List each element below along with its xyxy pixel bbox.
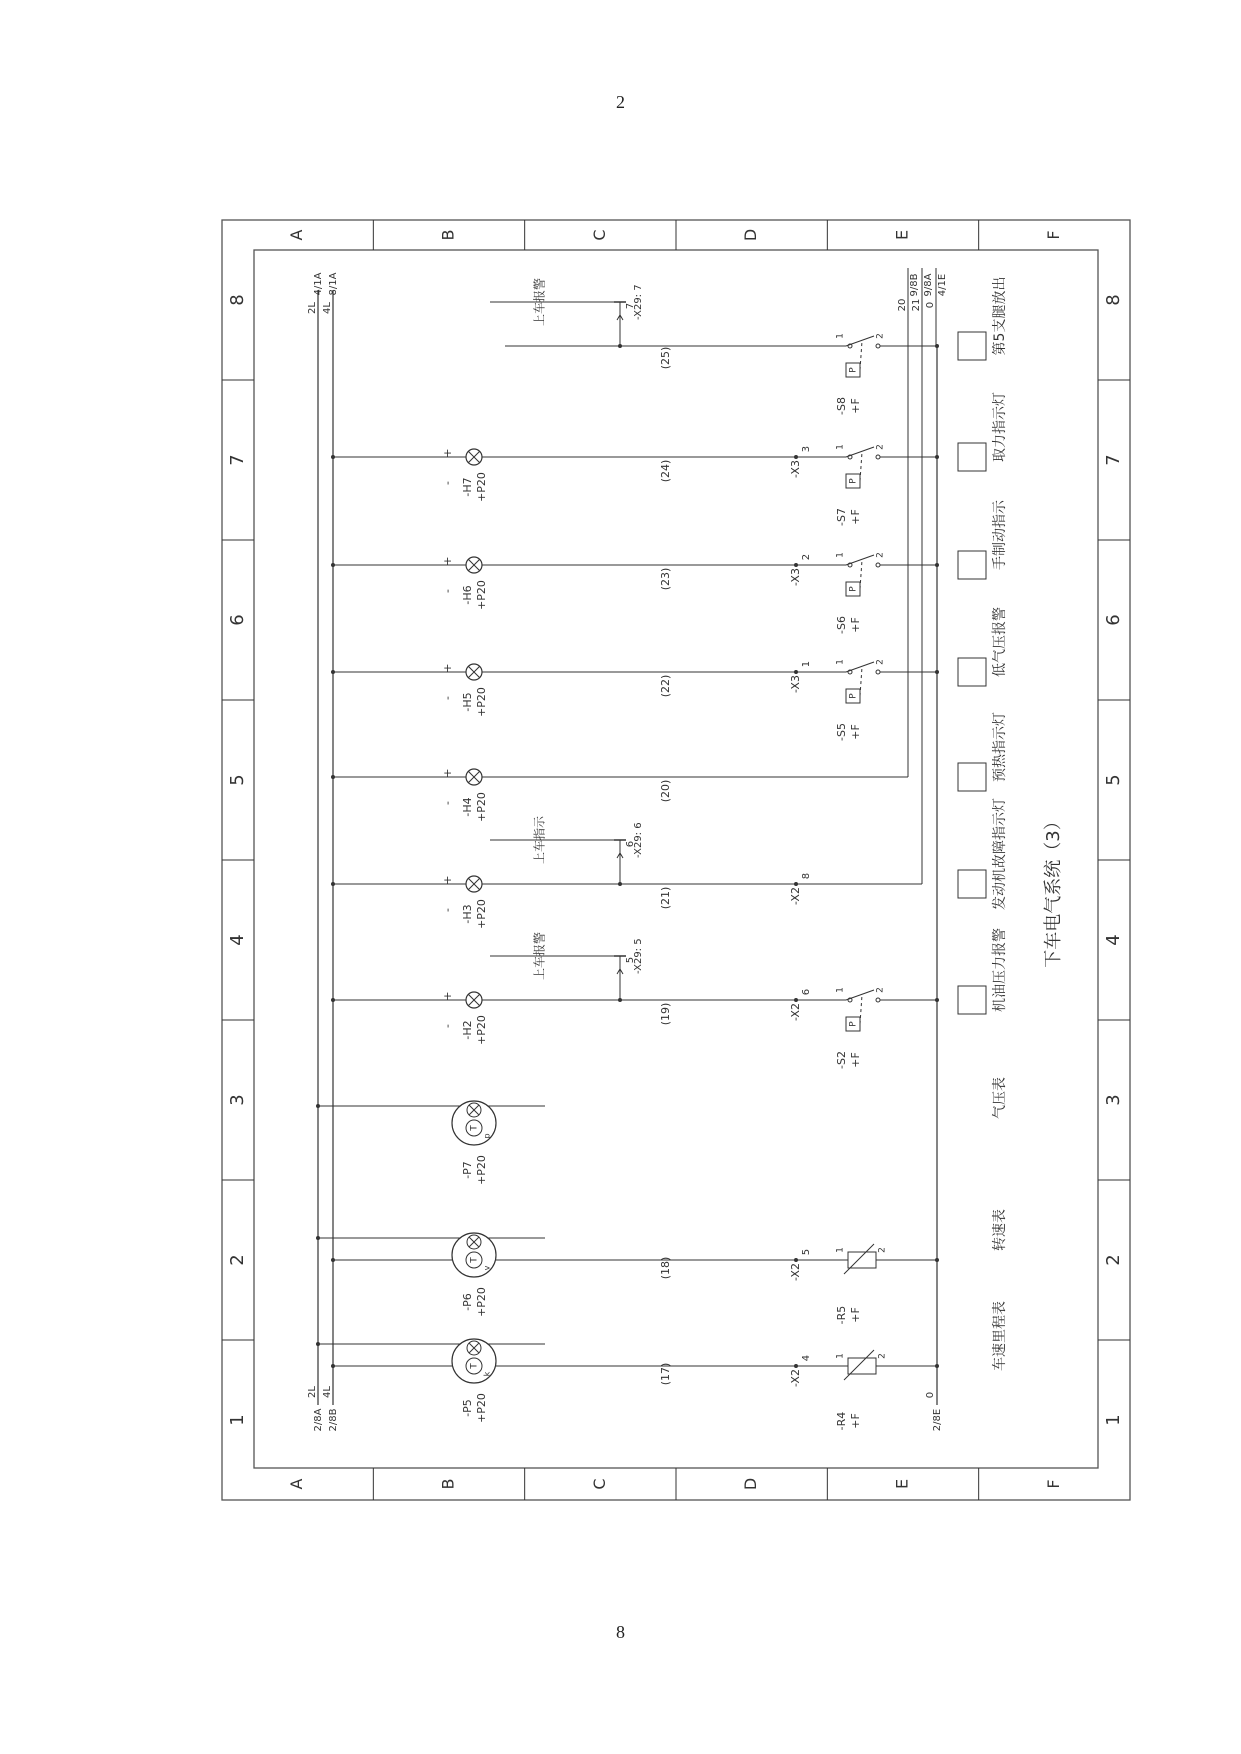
junction-dot bbox=[794, 1364, 798, 1368]
circuit-diagram bbox=[307, 268, 1008, 1431]
sensor-location: +F bbox=[849, 1307, 862, 1323]
device-label: -H5 bbox=[461, 692, 474, 712]
indicator-symbol-box bbox=[958, 443, 986, 471]
plus-sign: + bbox=[441, 448, 454, 458]
junction-dot bbox=[618, 998, 622, 1002]
indicator-label: 低气压报警 bbox=[992, 607, 1008, 677]
page-number-bottom: 8 bbox=[616, 1622, 625, 1642]
junction-dot bbox=[794, 670, 798, 674]
junction-dot bbox=[794, 1258, 798, 1262]
row-label-right: 7 bbox=[1103, 454, 1124, 466]
pressure-switch-letter: P bbox=[848, 693, 859, 699]
indicator-symbol-box bbox=[958, 658, 986, 686]
indicator-symbol-box bbox=[958, 551, 986, 579]
junction-dot bbox=[794, 563, 798, 567]
switch-label: -S6 bbox=[835, 616, 848, 634]
switch-location: +F bbox=[849, 1052, 862, 1068]
plus-sign: + bbox=[441, 663, 454, 673]
terminal-label: -X3 bbox=[789, 460, 802, 478]
row-label-left: 7 bbox=[227, 454, 248, 466]
row-label-right: 6 bbox=[1103, 614, 1124, 626]
junction-dot bbox=[316, 1236, 320, 1240]
pin-label: 1 bbox=[835, 1353, 846, 1359]
sensor-label: -R5 bbox=[835, 1305, 848, 1325]
row-label-right: 3 bbox=[1103, 1094, 1124, 1106]
indicator-label: 预热指示灯 bbox=[992, 712, 1008, 782]
circuit-number: (24) bbox=[659, 459, 672, 483]
xref-number: 0 bbox=[925, 301, 936, 309]
switch-blade bbox=[846, 447, 874, 457]
xref-number: 21 bbox=[911, 298, 922, 312]
sensor-label: -R4 bbox=[835, 1411, 848, 1431]
indicator-label: 车速里程表 bbox=[992, 1301, 1008, 1371]
ground-label: 0 bbox=[925, 1391, 936, 1399]
device-location: +P20 bbox=[475, 1155, 488, 1185]
switch-blade bbox=[846, 336, 874, 346]
bus-label: 2L bbox=[307, 302, 318, 314]
switch-label: -S2 bbox=[835, 1051, 848, 1069]
pin-label: 2 bbox=[875, 552, 886, 558]
junction-dot bbox=[316, 1342, 320, 1346]
plus-sign: + bbox=[441, 556, 454, 566]
junction-dot bbox=[331, 998, 335, 1002]
junction-dot bbox=[794, 998, 798, 1002]
junction-dot bbox=[331, 1258, 335, 1262]
terminal-label: -X2 bbox=[789, 1003, 802, 1021]
junction-dot bbox=[935, 563, 939, 567]
branch-text: 上车报警 bbox=[532, 277, 547, 327]
device-location: +P20 bbox=[475, 899, 488, 929]
pressure-switch-letter: P bbox=[848, 586, 859, 592]
row-label-left: 5 bbox=[227, 774, 248, 786]
column-label-bottom: B bbox=[438, 1478, 458, 1490]
bus-ref: 2/8A bbox=[313, 1408, 324, 1432]
circuit-number: (25) bbox=[659, 346, 672, 370]
minus-sign: - bbox=[441, 481, 454, 485]
junction-dot bbox=[935, 998, 939, 1002]
pin-label: 2 bbox=[877, 1247, 888, 1253]
switch-location: +F bbox=[849, 724, 862, 740]
row-label-left: 4 bbox=[227, 934, 248, 946]
device-label: -P5 bbox=[461, 1399, 474, 1417]
junction-dot bbox=[316, 1104, 320, 1108]
indicator-symbol-box bbox=[958, 870, 986, 898]
circuit-p5 bbox=[316, 1301, 1008, 1430]
connection-point bbox=[876, 455, 880, 459]
indicator-label: 气压表 bbox=[992, 1077, 1008, 1119]
circuit-h6 bbox=[331, 499, 1008, 634]
switch-location: +F bbox=[849, 509, 862, 525]
indicator-label: 手制动指示 bbox=[992, 500, 1008, 570]
bus-label: 2L bbox=[307, 1386, 318, 1398]
pin-label: 2 bbox=[875, 659, 886, 665]
branch-connector: -X29: 5 bbox=[633, 938, 644, 974]
switch-blade bbox=[846, 662, 874, 672]
connection-point bbox=[876, 563, 880, 567]
indicator-label: 转速表 bbox=[992, 1209, 1008, 1251]
circuit-h7 bbox=[331, 392, 1008, 526]
terminal-number: 2 bbox=[801, 553, 812, 561]
inner-frame bbox=[254, 250, 1098, 1468]
column-label-bottom: D bbox=[741, 1477, 761, 1491]
junction-dot bbox=[794, 882, 798, 886]
pin-label: 2 bbox=[875, 987, 886, 993]
pressure-switch-letter: P bbox=[848, 367, 859, 373]
junction-dot bbox=[935, 1364, 939, 1368]
xref-number: 20 bbox=[897, 298, 908, 312]
circuit-number: (22) bbox=[659, 674, 672, 698]
branch-pin: 6 bbox=[625, 840, 636, 848]
terminal-label: -X2 bbox=[789, 1263, 802, 1281]
pin-label: 2 bbox=[877, 1353, 888, 1359]
minus-sign: - bbox=[441, 908, 454, 912]
column-label-bottom: A bbox=[287, 1478, 307, 1490]
branch-pin: 7 bbox=[625, 302, 636, 310]
plus-sign: + bbox=[441, 875, 454, 885]
junction-dot bbox=[935, 1258, 939, 1262]
terminal-number: 6 bbox=[801, 988, 812, 996]
minus-sign: - bbox=[441, 696, 454, 700]
terminal-label: -X2 bbox=[789, 1369, 802, 1387]
bus-ref: 2/8B bbox=[328, 1408, 339, 1432]
junction-dot bbox=[331, 882, 335, 886]
junction-dot bbox=[331, 670, 335, 674]
device-label: -P6 bbox=[461, 1293, 474, 1311]
switch-location: +F bbox=[849, 398, 862, 414]
junction-dot bbox=[331, 1364, 335, 1368]
device-location: +P20 bbox=[475, 1287, 488, 1317]
circuit-p7 bbox=[316, 1077, 1008, 1185]
bus-ref: 4/1A bbox=[313, 272, 324, 296]
switch-label: -S7 bbox=[835, 508, 848, 526]
junction-dot bbox=[935, 670, 939, 674]
terminal-label: -X3 bbox=[789, 675, 802, 693]
switch-label: -S5 bbox=[835, 723, 848, 741]
pin-label: 1 bbox=[835, 1247, 846, 1253]
xref: 9/8A bbox=[923, 273, 934, 297]
device-label: -H6 bbox=[461, 585, 474, 605]
connection-point bbox=[876, 344, 880, 348]
column-label-top: C bbox=[589, 229, 609, 241]
column-label-bottom: E bbox=[892, 1478, 912, 1490]
ground-ref: 2/8E bbox=[932, 1408, 943, 1432]
indicator-symbol-box bbox=[958, 332, 986, 360]
page-number-top: 2 bbox=[616, 92, 625, 112]
sheet-title: 下车电气系统（3） bbox=[1043, 812, 1064, 968]
device-label: -H2 bbox=[461, 1020, 474, 1040]
junction-dot bbox=[794, 455, 798, 459]
device-location: +P20 bbox=[475, 792, 488, 822]
device-location: +P20 bbox=[475, 580, 488, 610]
row-label-right: 1 bbox=[1103, 1414, 1124, 1426]
column-label-top: D bbox=[741, 228, 761, 242]
plus-sign: + bbox=[441, 991, 454, 1001]
indicator-label: 发动机故障指示灯 bbox=[992, 798, 1008, 910]
row-label-right: 8 bbox=[1103, 294, 1124, 306]
column-label-top: A bbox=[287, 229, 307, 241]
minus-sign: - bbox=[441, 801, 454, 805]
column-label-bottom: C bbox=[589, 1478, 609, 1490]
device-label: -P7 bbox=[461, 1161, 474, 1179]
column-label-bottom: F bbox=[1043, 1479, 1063, 1489]
switch-blade bbox=[846, 555, 874, 565]
row-label-left: 2 bbox=[227, 1254, 248, 1266]
xref: 9/8B bbox=[909, 273, 920, 297]
junction-dot bbox=[935, 455, 939, 459]
gauge-letter: v bbox=[482, 1265, 492, 1271]
pin-label: 1 bbox=[835, 444, 846, 450]
connection-point bbox=[876, 998, 880, 1002]
pressure-switch-letter: P bbox=[848, 478, 859, 484]
device-location: +P20 bbox=[475, 687, 488, 717]
plus-sign: + bbox=[441, 768, 454, 778]
terminal-number: 5 bbox=[801, 1248, 812, 1256]
gauge-letter: k bbox=[482, 1371, 492, 1377]
indicator-symbol-box bbox=[958, 763, 986, 791]
minus-sign: - bbox=[441, 589, 454, 593]
terminal-number: 3 bbox=[801, 445, 812, 453]
indicator-symbol-box bbox=[958, 986, 986, 1014]
junction-dot bbox=[331, 775, 335, 779]
pin-label: 1 bbox=[835, 333, 846, 339]
row-label-right: 4 bbox=[1103, 934, 1124, 946]
branch-text: 上车报警 bbox=[532, 931, 547, 981]
row-label-left: 1 bbox=[227, 1414, 248, 1426]
row-label-right: 5 bbox=[1103, 774, 1124, 786]
circuit-number: (17) bbox=[659, 1362, 672, 1386]
device-label: -H7 bbox=[461, 477, 474, 497]
pin-label: 2 bbox=[875, 444, 886, 450]
indicator-label: 取力指示灯 bbox=[992, 392, 1008, 462]
circuit-h2 bbox=[331, 928, 1008, 1069]
circuit-number: (23) bbox=[659, 567, 672, 591]
pin-label: 1 bbox=[835, 659, 846, 665]
switch-blade bbox=[846, 990, 874, 1000]
gauge-mark: T bbox=[469, 1363, 480, 1369]
junction-dot bbox=[935, 344, 939, 348]
terminal-number: 4 bbox=[801, 1354, 812, 1362]
gauge-letter: p bbox=[482, 1133, 492, 1139]
circuit-h5 bbox=[331, 607, 1008, 741]
device-label: -H4 bbox=[461, 797, 474, 817]
circuit-number: (19) bbox=[659, 1002, 672, 1026]
sensor-location: +F bbox=[849, 1413, 862, 1429]
terminal-label: -X2 bbox=[789, 887, 802, 905]
branch-pin: 5 bbox=[625, 956, 636, 964]
circuit-number: (21) bbox=[659, 886, 672, 910]
column-label-top: F bbox=[1043, 230, 1063, 240]
switch-label: -S8 bbox=[835, 397, 848, 415]
gauge-mark: T bbox=[469, 1257, 480, 1263]
pin-label: 1 bbox=[835, 552, 846, 558]
branch-text: 上车指示 bbox=[532, 815, 547, 865]
bus-label: 4L bbox=[322, 1386, 333, 1398]
xref: 4/1E bbox=[937, 273, 948, 297]
junction-dot bbox=[618, 344, 622, 348]
row-label-right: 2 bbox=[1103, 1254, 1124, 1266]
row-label-left: 8 bbox=[227, 294, 248, 306]
pin-label: 1 bbox=[835, 987, 846, 993]
indicator-label: 第5支腿放出 bbox=[992, 276, 1008, 356]
circuit-number: (18) bbox=[659, 1256, 672, 1280]
device-location: +P20 bbox=[475, 1393, 488, 1423]
circuit-h3 bbox=[331, 798, 1008, 929]
terminal-number: 8 bbox=[801, 872, 812, 880]
switch-location: +F bbox=[849, 617, 862, 633]
indicator-label: 机油压力报警 bbox=[992, 928, 1008, 1012]
connection-point bbox=[876, 670, 880, 674]
pressure-switch-letter: P bbox=[848, 1021, 859, 1027]
title-block bbox=[1043, 812, 1064, 967]
device-location: +P20 bbox=[475, 472, 488, 502]
circuit-number: (20) bbox=[659, 779, 672, 803]
bus-label: 4L bbox=[322, 302, 333, 314]
junction-dot bbox=[331, 563, 335, 567]
row-label-left: 6 bbox=[227, 614, 248, 626]
minus-sign: - bbox=[441, 1024, 454, 1028]
junction-dot bbox=[618, 882, 622, 886]
terminal-number: 1 bbox=[801, 660, 812, 668]
terminal-label: -X3 bbox=[789, 568, 802, 586]
device-location: +P20 bbox=[475, 1015, 488, 1045]
row-label-left: 3 bbox=[227, 1094, 248, 1106]
bus-ref: 8/1A bbox=[328, 272, 339, 296]
pin-label: 2 bbox=[875, 333, 886, 339]
branch-connector: -X29: 7 bbox=[633, 284, 644, 320]
gauge-mark: T bbox=[469, 1125, 480, 1131]
junction-dot bbox=[331, 455, 335, 459]
circuit-h4 bbox=[331, 712, 1008, 822]
branch-connector: -X29: 6 bbox=[633, 822, 644, 858]
column-label-top: E bbox=[892, 229, 912, 241]
device-label: -H3 bbox=[461, 904, 474, 924]
column-label-top: B bbox=[438, 229, 458, 241]
circuit-p6 bbox=[316, 1209, 1008, 1324]
